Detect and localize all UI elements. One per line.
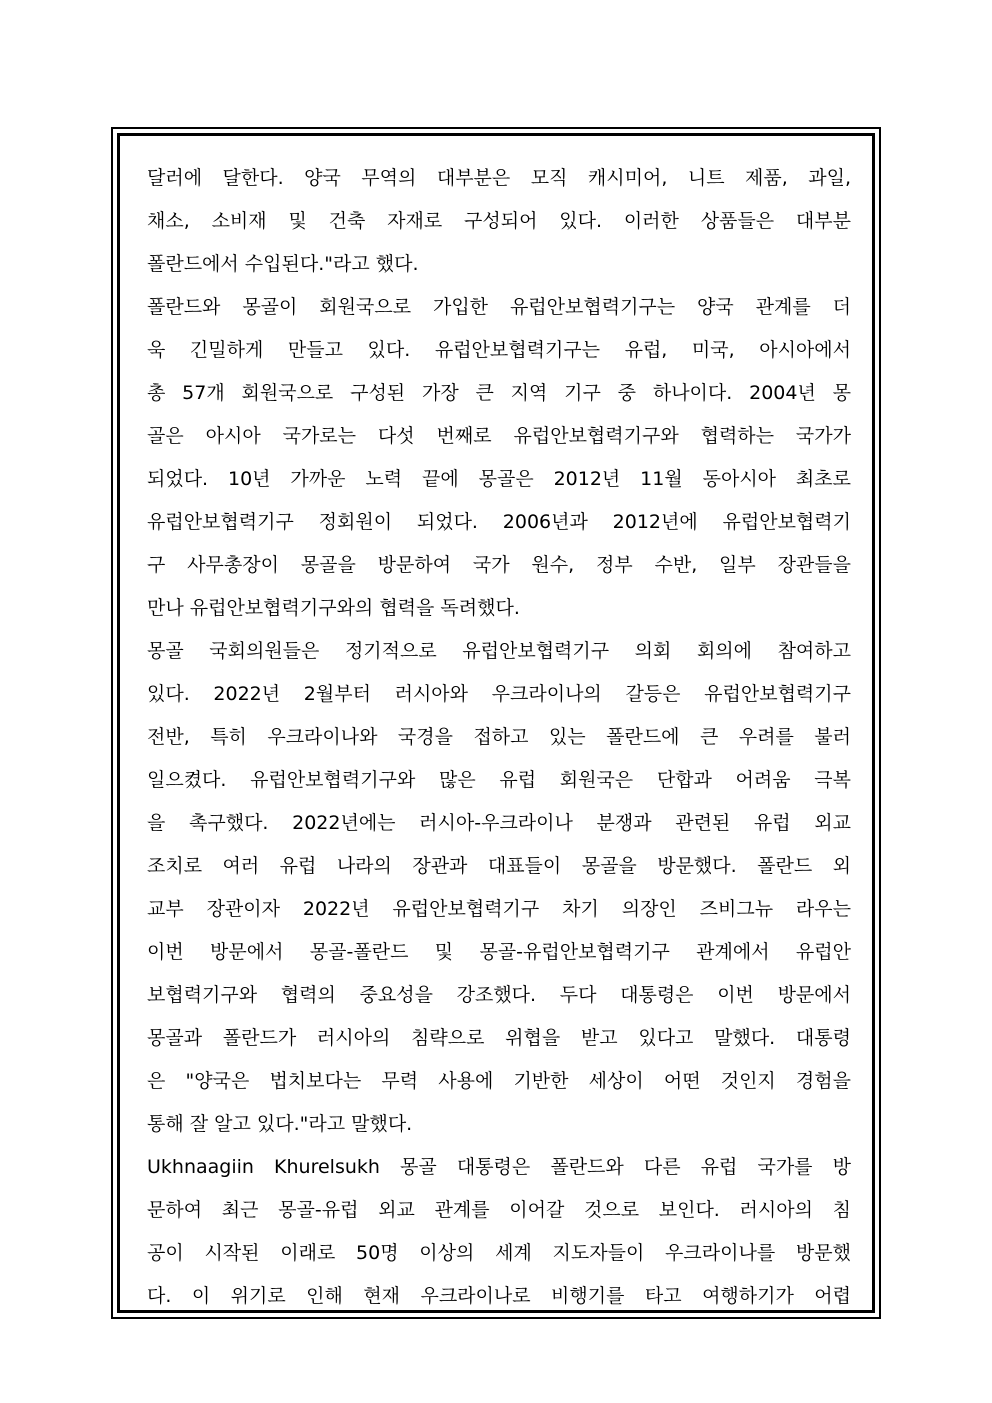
text-line: 교부 장관이자 2022년 유럽안보협력기구 차기 의장인 즈비그뉴 라우는 — [147, 898, 851, 920]
text-line: 구 사무총장이 몽골을 방문하여 국가 원수, 정부 수반, 일부 장관들을 — [147, 554, 851, 576]
paragraph — [147, 286, 851, 630]
paragraph — [147, 157, 851, 286]
text-line: 폴란드와 몽골이 회원국으로 가입한 유럽안보협력기구는 양국 관계를 더 — [147, 296, 851, 318]
text-line: 일으켰다. 유럽안보협력기구와 많은 유럽 회원국은 단합과 어려움 극복 — [147, 769, 851, 791]
text-line: 조치로 여러 유럽 나라의 장관과 대표들이 몽골을 방문했다. 폴란드 외 — [147, 855, 851, 877]
text-line: 다. 이 위기로 인해 현재 우크라이나로 비행기를 타고 여행하기가 어렵 — [147, 1285, 851, 1307]
text-line: 욱 긴밀하게 만들고 있다. 유럽안보협력기구는 유럽, 미국, 아시아에서 — [147, 339, 851, 361]
text-line: 유럽안보협력기구 정회원이 되었다. 2006년과 2012년에 유럽안보협력기 — [147, 511, 851, 533]
text-line: 이번 방문에서 몽골-폴란드 및 몽골-유럽안보협력기구 관계에서 유럽안 — [147, 941, 851, 963]
text-line: 보협력기구와 협력의 중요성을 강조했다. 두다 대통령은 이번 방문에서 — [147, 984, 851, 1006]
text-line: 문하여 최근 몽골-유럽 외교 관계를 이어갈 것으로 보인다. 러시아의 침 — [147, 1199, 851, 1221]
text-line: 통해 잘 알고 있다."라고 말했다. — [147, 1113, 413, 1135]
text-line: 있다. 2022년 2월부터 러시아와 우크라이나의 갈등은 유럽안보협력기구 — [147, 683, 851, 705]
text-line: 은 "양국은 법치보다는 무력 사용에 기반한 세상이 어떤 것인지 경험을 — [147, 1070, 851, 1092]
text-line: 공이 시작된 이래로 50명 이상의 세계 지도자들이 우크라이나를 방문했 — [147, 1242, 851, 1264]
text-line: 몽골과 폴란드가 러시아의 침략으로 위협을 받고 있다고 말했다. 대통령 — [147, 1027, 851, 1049]
text-line: 골은 아시아 국가로는 다섯 번째로 유럽안보협력기구와 협력하는 국가가 — [147, 425, 851, 447]
text-line: 되었다. 10년 가까운 노력 끝에 몽골은 2012년 11월 동아시아 최초로 — [147, 468, 851, 490]
text-line: 몽골 국회의원들은 정기적으로 유럽안보협력기구 의회 회의에 참여하고 — [147, 640, 851, 662]
text-line: 만나 유럽안보협력기구와의 협력을 독려했다. — [147, 597, 520, 619]
text-line: 총 57개 회원국으로 구성된 가장 큰 지역 기구 중 하나이다. 2004년 몽 — [147, 382, 851, 404]
text-line: 폴란드에서 수입된다."라고 했다. — [147, 253, 419, 275]
paragraph — [147, 630, 851, 1146]
text-line: 채소, 소비재 및 건축 자재로 구성되어 있다. 이러한 상품들은 대부분 — [147, 210, 851, 232]
text-line: Ukhnaagiin Khurelsukh 몽골 대통령은 폴란드와 다른 유럽 국가를 방 — [147, 1156, 851, 1178]
document-body — [147, 157, 851, 1318]
text-line: 을 촉구했다. 2022년에는 러시아-우크라이나 분쟁과 관련된 유럽 외교 — [147, 812, 851, 834]
text-line: 달러에 달한다. 양국 무역의 대부분은 모직 캐시미어, 니트 제품, 과일, — [147, 167, 851, 189]
text-line: 전반, 특히 우크라이나와 국경을 접하고 있는 폴란드에 큰 우려를 불러 — [147, 726, 851, 748]
paragraph — [147, 1146, 851, 1318]
